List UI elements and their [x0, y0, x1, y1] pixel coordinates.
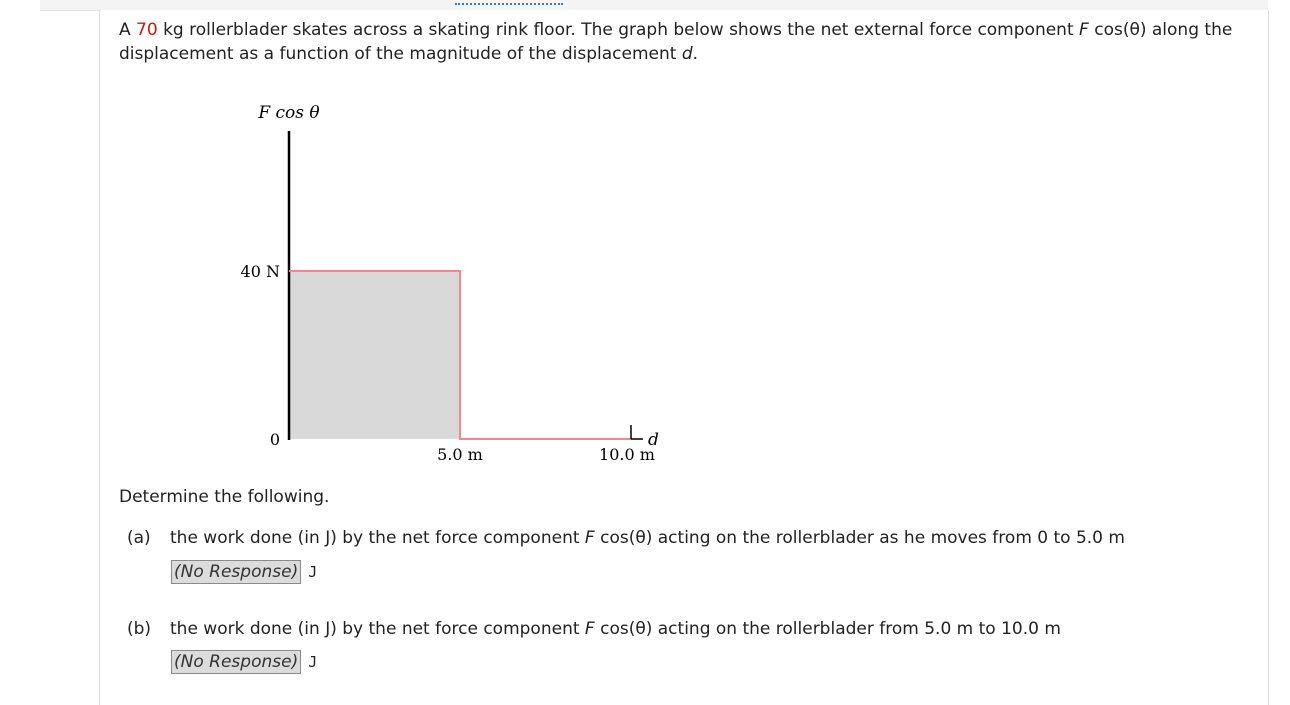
part-text: cos(θ) acting on the rollerblader from 5.0 m to 10.0 m — [594, 619, 1061, 639]
y-tick-label: 40 N — [240, 262, 280, 281]
part-text: cos(θ) acting on the rollerblader as he moves from 0 to 5.0 m — [594, 528, 1125, 548]
part-letter: (a) — [127, 528, 151, 548]
part-text: the work done (in J) by the net force component — [170, 619, 585, 639]
prompt-text: Determine the following. — [119, 487, 330, 507]
mass-value: 70 — [136, 20, 158, 40]
force-symbol: F — [1079, 20, 1089, 40]
part-a-text — [127, 526, 1125, 550]
y-tick-label: 0 — [269, 430, 280, 449]
unit-label: J — [308, 653, 318, 671]
question-part: . — [692, 44, 699, 64]
answer-field-b[interactable]: (No Response) — [171, 650, 301, 674]
force-symbol: F — [584, 619, 595, 639]
x-tick-label: 5.0 m — [437, 445, 483, 464]
question-part: kg rollerblader skates across a skating rink floor. The graph below shows the net external force component — [157, 20, 1080, 40]
part-letter: (b) — [127, 619, 152, 639]
part-b-answer-row — [171, 650, 317, 674]
x-tick-label: 10.0 m — [599, 445, 655, 464]
force-symbol: F — [584, 528, 595, 548]
displacement-symbol: d — [681, 44, 693, 64]
unit-label: J — [308, 563, 318, 581]
work-area-shading — [289, 271, 460, 439]
part-b-text — [127, 617, 1061, 641]
question-part: A — [119, 20, 137, 40]
answer-field-a[interactable]: (No Response) — [171, 560, 301, 584]
part-a-answer-row — [171, 560, 317, 584]
y-axis-label: F cos θ — [258, 103, 320, 123]
part-text: the work done (in J) by the net force component — [170, 528, 585, 548]
x-axis-label: d — [648, 430, 659, 450]
question-part: cos(θ) along the displacement as a function of the magnitude of the displacement — [119, 20, 1233, 64]
